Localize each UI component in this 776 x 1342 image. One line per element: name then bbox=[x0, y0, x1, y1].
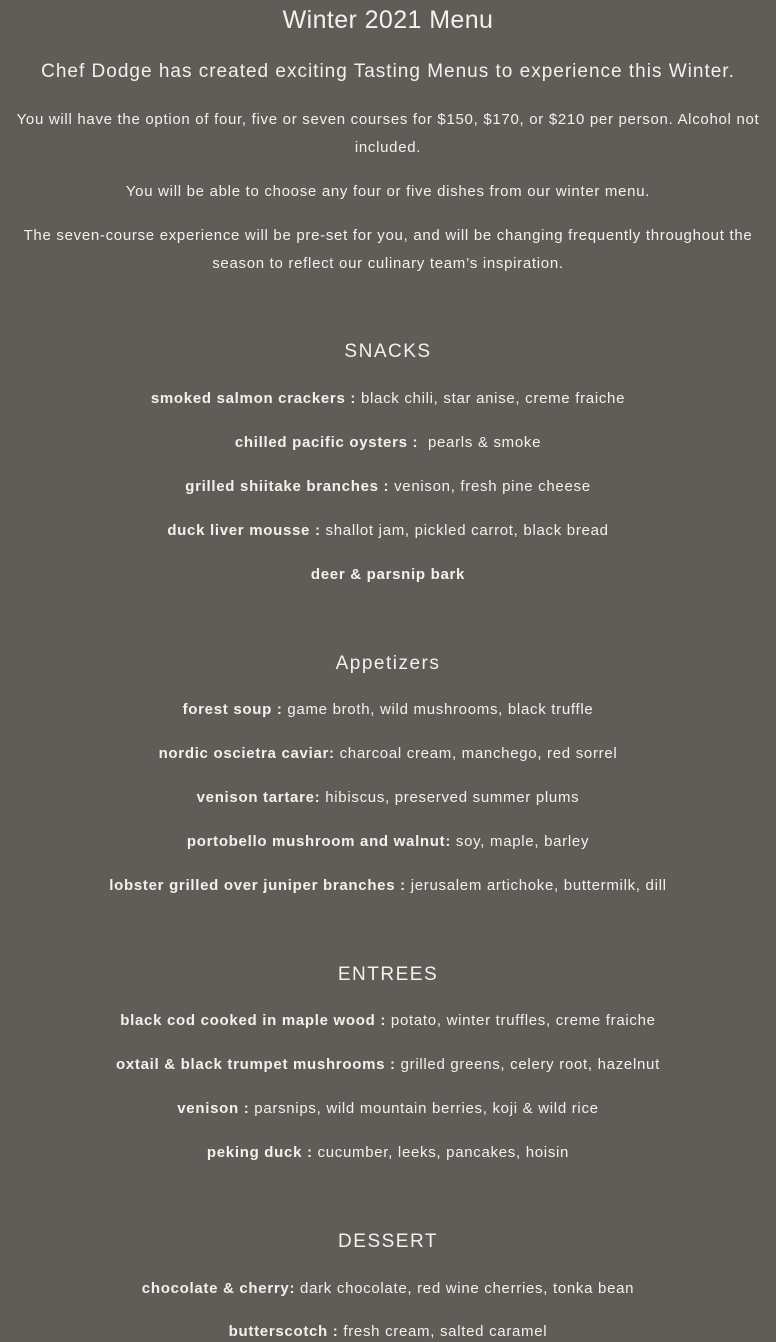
item-description: potato, winter truffles, creme fraiche bbox=[386, 1012, 656, 1029]
menu-item bbox=[0, 700, 776, 720]
menu-item bbox=[0, 744, 776, 764]
item-name: deer & parsnip bark bbox=[310, 566, 466, 583]
section-heading-appetizers: Appetizers bbox=[335, 653, 441, 674]
section-heading-snacks: SNACKS bbox=[344, 341, 432, 362]
item-description: venison, fresh pine cheese bbox=[389, 478, 591, 495]
menu-item bbox=[0, 876, 776, 896]
item-name: chilled pacific oysters : bbox=[234, 434, 419, 451]
item-description: game broth, wild mushrooms, black truffle bbox=[282, 701, 594, 718]
pricing-paragraph: You will have the option of four, five or seven courses for $150, $170, or $210 per person. Alcohol not included. bbox=[16, 111, 760, 156]
item-name: oxtail & black trumpet mushrooms : bbox=[116, 1056, 396, 1073]
item-name: forest soup : bbox=[182, 701, 283, 718]
menu-item bbox=[0, 1055, 776, 1075]
item-description: dark chocolate, red wine cherries, tonka bean bbox=[295, 1280, 635, 1297]
menu-item bbox=[0, 788, 776, 808]
menu-item bbox=[0, 521, 776, 541]
menu-item bbox=[0, 1143, 776, 1163]
item-description: jerusalem artichoke, buttermilk, dill bbox=[405, 877, 667, 894]
menu-item bbox=[0, 1279, 776, 1299]
item-name: venison tartare: bbox=[196, 789, 321, 806]
item-name: smoked salmon crackers : bbox=[150, 390, 357, 407]
item-description: hibiscus, preserved summer plums bbox=[320, 789, 580, 806]
menu-item bbox=[0, 565, 776, 585]
item-name: portobello mushroom and walnut: bbox=[186, 833, 452, 850]
item-name: lobster grilled over juniper branches : bbox=[109, 877, 406, 894]
menu-item bbox=[0, 477, 776, 497]
section-heading-entrees: ENTREES bbox=[337, 964, 439, 985]
item-name: grilled shiitake branches : bbox=[185, 478, 390, 495]
seven-course-paragraph: The seven-course experience will be pre-set for you, and will be changing frequently throughout the season to reflect our culinary team’s inspiration. bbox=[23, 227, 753, 272]
menu-item bbox=[0, 1099, 776, 1119]
section-heading-dessert: DESSERT bbox=[338, 1231, 438, 1252]
menu-item bbox=[0, 433, 776, 453]
menu-item bbox=[0, 832, 776, 852]
menu-item bbox=[0, 1011, 776, 1031]
menu-item bbox=[0, 1322, 776, 1342]
item-description: fresh cream, salted caramel bbox=[338, 1323, 548, 1340]
menu-title: Winter 2021 Menu bbox=[282, 6, 494, 34]
item-description: soy, maple, barley bbox=[451, 833, 590, 850]
item-description: cucumber, leeks, pancakes, hoisin bbox=[312, 1144, 570, 1161]
item-description: grilled greens, celery root, hazelnut bbox=[395, 1056, 660, 1073]
item-name: butterscotch : bbox=[228, 1323, 339, 1340]
item-description: pearls & smoke bbox=[418, 434, 542, 451]
choice-paragraph: You will be able to choose any four or five dishes from our winter menu. bbox=[125, 183, 651, 200]
item-description: parsnips, wild mountain berries, koji & wild rice bbox=[249, 1100, 599, 1117]
item-name: black cod cooked in maple wood : bbox=[120, 1012, 387, 1029]
item-name: venison : bbox=[177, 1100, 250, 1117]
item-description: charcoal cream, manchego, red sorrel bbox=[334, 745, 618, 762]
item-name: duck liver mousse : bbox=[167, 522, 321, 539]
item-description: black chili, star anise, creme fraiche bbox=[356, 390, 626, 407]
menu-subtitle: Chef Dodge has created exciting Tasting Menus to experience this Winter. bbox=[41, 61, 735, 82]
item-name: peking duck : bbox=[206, 1144, 313, 1161]
item-name: nordic oscietra caviar: bbox=[158, 745, 335, 762]
item-description: shallot jam, pickled carrot, black bread bbox=[320, 522, 609, 539]
item-name: chocolate & cherry: bbox=[141, 1280, 296, 1297]
menu-item bbox=[0, 389, 776, 409]
